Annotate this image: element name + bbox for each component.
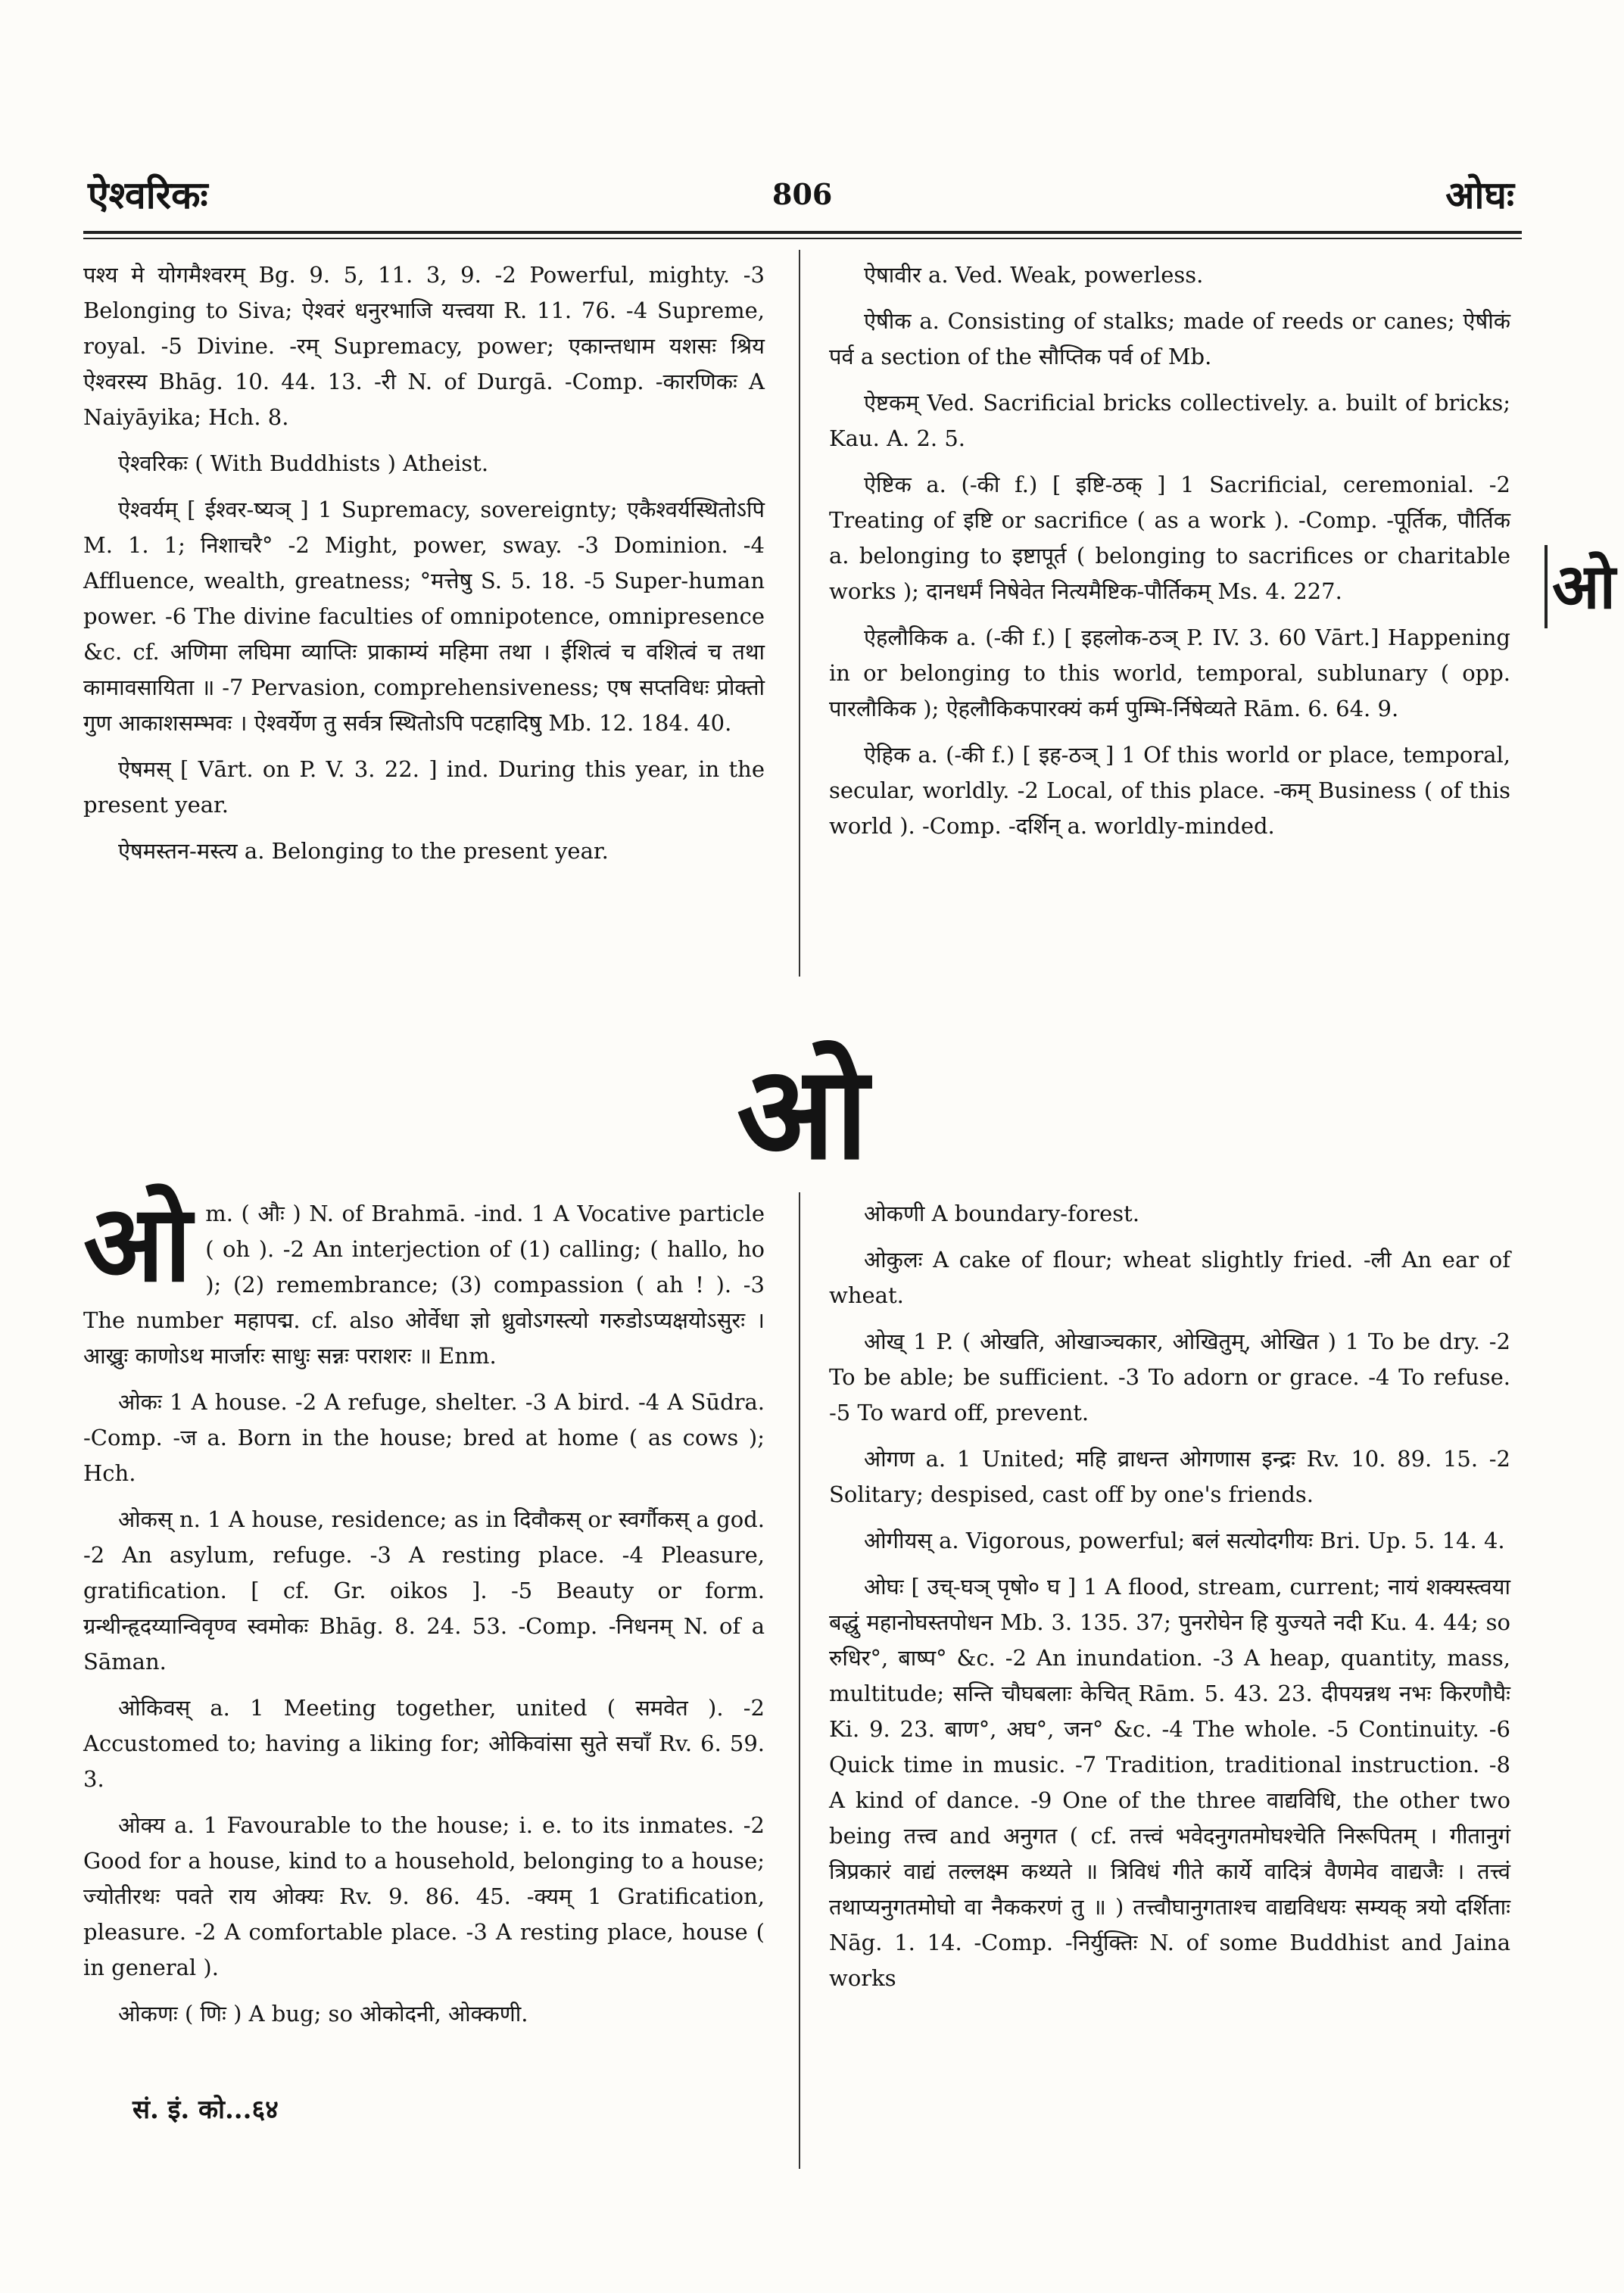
entry: ओक्य a. 1 Favourable to the house; i. e. to its inmates. -2 Good for a house, kind to a household, belonging to a house; ज्योतीरथः पवते राय ओक्यः Rv. 9. 86. 45. -क्यम् 1 Gratification, pleasure. -2 A comfortable place. -3 A resting place, house ( in general ). (83, 1812, 765, 1980)
entry: ऐषमस् [ Vārt. on P. V. 3. 22. ] ind. During this year, in the present year. (83, 756, 765, 818)
bottom-left-column (83, 1182, 765, 2042)
page-number: 806 (772, 177, 833, 211)
entry: ऐश्वर्यम् [ ईश्वर-ष्यञ् ] 1 Supremacy, sovereignty; एकैश्वर्यस्थितोऽपि M. 1. 1; निशाचरै° -2 Might, power, sway. -3 Dominion. -4 Affluence, wealth, greatness; °मत्तेषु S. 5. 18. -5 Super-human power. -6 The divine faculties of omnipotence, omnipresence &c. cf. अणिमा लघिमा व्याप्तिः प्राकाम्यं महिमा तथा । ईशित्वं च वशित्वं च तथा कामावसायिता ॥ -7 Pervasion, comprehensiveness; एष सप्तविधः प्रोक्तो गुण आकाशसम्भवः । ऐश्वर्येण तु सर्वत्र स्थितोऽपि पटहादिषु Mb. 12. 184. 40. (83, 497, 765, 736)
entry: m. ( औः ) N. of Brahmā. -ind. 1 A Vocative particle ( oh ). -2 An interjection of (1) calling; ( hallo, ho ); (2) remembrance; (3) compassion ( ah ! ). -3 The number महापद्म. cf. also ओर्वेधा ज्ञो ध्रुवोऽगस्त्यो गरुडोऽप्यक्षयोऽसुरः । आख्रुः काणोऽथ मार्जारः साधुः सन्नः पराशरः ॥ Enm. (83, 1201, 765, 1369)
entry-o-intro (83, 1182, 765, 1374)
entry: पश्य मे योगमैश्वरम् Bg. 9. 5, 11. 3, 9. -2 Powerful, mighty. -3 Belonging to Siva; ऐश्वरं धनुरभाजि यत्त्वया R. 11. 76. -4 Supreme, royal. -5 Divine. -रम् Supremacy, power; एकान्तधाम यशसः श्रिय ऐश्वरस्य Bhāg. 10. 44. 13. -री N. of Durgā. -Comp. -कारणिकः A Naiyāyika; Hch. 8. (83, 262, 765, 430)
page-header (83, 151, 1522, 227)
entry: ओख् 1 P. ( ओखति, ओखाञ्चकार, ओखितुम्, ओखित ) 1 To be dry. -2 To be able; be sufficient. -3 To adorn or grace. -4 To refuse. -5 To ward off, prevent. (829, 1329, 1510, 1425)
entry: ओकणी A boundary-forest. (864, 1201, 1140, 1226)
header-left-guideword: ऐश्वरिकः (88, 173, 208, 217)
section-heading-letter: ओ (737, 1037, 868, 1189)
header-rule-thin (83, 238, 1522, 239)
header-rule-thick (83, 231, 1522, 234)
entry: ऐषीक a. Consisting of stalks; made of reeds or canes; ऐषीकं पर्व a section of the सौप्तिक पर्व of Mb. (829, 308, 1510, 369)
entry: ओकिवस् a. 1 Meeting together, united ( समवेत ). -2 Accustomed to; having a liking for; ओकिवांसा सुते सचाँ Rv. 6. 59. 3. (83, 1695, 765, 1792)
entry: ओकस् n. 1 A house, residence; as in दिवौकस् or स्वर्गौकस् a god. -2 An asylum, refuge. -3 A resting place. -4 Pleasure, gratification. [ cf. Gr. oikos ]. -5 Beauty or form. ग्रन्थीन्हृदय्यान्विवृण्व स्वमोकः Bhāg. 8. 24. 53. -Comp. -निधनम् N. of a Sāman. (83, 1506, 765, 1675)
top-left-column (83, 257, 765, 880)
entry: ऐष्टकम् Ved. Sacrificial bricks collectively. a. built of bricks; Kau. A. 2. 5. (829, 390, 1510, 451)
entry: ओकणः ( णिः ) A bug; so ओकोदनी, ओक्कणी. (118, 2001, 528, 2027)
entry: ऐहलौकिक a. (-की f.) [ इहलोक-ठञ् P. IV. 3. 60 Vārt.] Happening in or belonging to this world, temporal, sublunary ( opp. पारलौकिक ); ऐहलौकिकपारक्यं कर्म पुम्भि-र्निषेव्यते Rām. 6. 64. 9. (829, 625, 1510, 721)
header-right-guideword: ओघः (1445, 173, 1514, 217)
thumb-index-letter: ओ (1545, 545, 1620, 628)
column-divider-bottom (799, 1192, 800, 2169)
dropcap-letter: ओ (83, 1182, 192, 1306)
entry: ऐष्टिक a. (-की f.) [ इष्टि-ठक् ] 1 Sacrificial, ceremonial. -2 Treating of इष्टि or sacrifice ( as a work ). -Comp. -पूर्तिक, पौर्तिक a. belonging to इष्टापूर्त ( belonging to sacrifices or charitable works ); दानधर्मं निषेवेत नित्यमैष्टिक-पौर्तिकम् Ms. 4. 227. (829, 472, 1510, 604)
bottom-right-column (829, 1196, 1510, 2007)
entry: ऐश्वरिकः ( With Buddhists ) Atheist. (118, 450, 489, 476)
entry: ओकुलः A cake of flour; wheat slightly fried. -ली An ear of wheat. (829, 1247, 1510, 1308)
entry: ओगण a. 1 United; महि व्राधन्त ओगणास इन्द्रः Rv. 10. 89. 15. -2 Solitary; despised, cast off by one's friends. (829, 1446, 1510, 1507)
entry: ओगीयस् a. Vigorous, powerful; बलं सत्योदगीयः Bri. Up. 5. 14. 4. (864, 1528, 1505, 1553)
printer-signature: सं. इं. को...६४ (132, 2095, 279, 2125)
column-divider-top (799, 250, 800, 977)
top-right-column (829, 257, 1510, 855)
entry: ऐहिक a. (-की f.) [ इह-ठञ् ] 1 Of this world or place, temporal, secular, worldly. -2 Local, of this place. -कम् Business ( of this world ). -Comp. -दर्शिन् a. worldly-minded. (829, 742, 1510, 839)
entry: ओघः [ उच्-घञ् पृषो० घ ] 1 A flood, stream, current; नायं शक्यस्त्वया बद्धुं महानोघस्तपोधन Mb. 3. 135. 37; पुनरोघेन हि युज्यते नदी Ku. 4. 44; so रुधिर°, बाष्प° &c. -2 An inundation. -3 A heap, quantity, mass, multitude; सन्ति चौघबलाः केचित् Rām. 5. 43. 23. दीपयन्नथ नभः किरणौघैः Ki. 9. 23. बाण°, अघ°, जन° &c. -4 The whole. -5 Continuity. -6 Quick time in music. -7 Tradition, traditional instruction. -8 A kind of dance. -9 One of the three वाद्यविधि, the other two being तत्त्व and अनुगत ( cf. तत्त्वं भवेदनुगतमोघश्चेति निरूपितम् । गीतानुगं त्रिप्रकारं वाद्यं तल्लक्ष्म कथ्यते ॥ त्रिविधं गीते कार्ये वादित्रं वैणमेव वाद्यजैः । तत्त्वं तथाप्यनुगतमोघो वा नैककरणं तु ॥ ) तत्त्वौघानुगताश्च वाद्यविधयः सम्यक् त्रयो दर्शिताः Nāg. 1. 14. -Comp. -निर्युक्तिः N. of some Buddhist and Jaina works (829, 1574, 1510, 1991)
entry: ओकः 1 A house. -2 A refuge, shelter. -3 A bird. -4 A Sūdra. -Comp. -ज a. Born in the house; bred at home ( as cows ); Hch. (83, 1389, 765, 1486)
entry: ऐषावीर a. Ved. Weak, powerless. (864, 262, 1204, 288)
entry: ऐषमस्तन-मस्त्य a. Belonging to the present year. (118, 838, 609, 864)
